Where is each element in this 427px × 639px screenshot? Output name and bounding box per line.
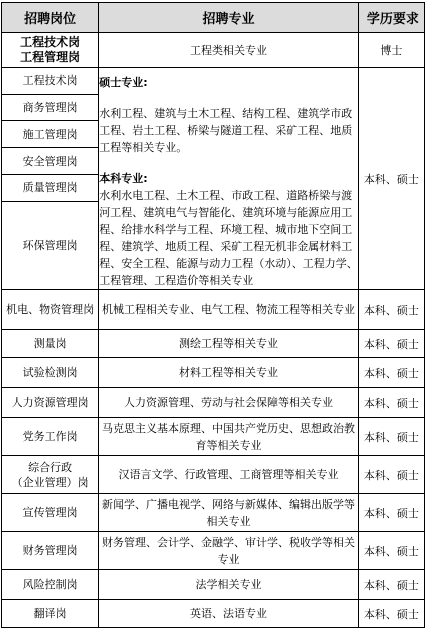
table-row	[2, 456, 425, 494]
degree-cell: 本科、硕士	[358, 600, 424, 628]
position-cell: 宣传管理岗	[2, 494, 99, 532]
degree-cell: 本科、硕士	[358, 418, 424, 456]
table-row	[2, 33, 425, 68]
table-row	[2, 68, 425, 95]
position-cell: 财务管理岗	[2, 532, 99, 570]
degree-cell: 本科、硕士	[358, 388, 424, 418]
table-row	[2, 532, 425, 570]
degree-cell: 本科、硕士	[358, 570, 424, 600]
position-cell: 党务工作岗	[2, 418, 99, 456]
table-row	[2, 418, 425, 456]
major-cell: 材料工程等相关专业	[99, 358, 359, 388]
major-cell: 测绘工程等相关专业	[99, 330, 359, 358]
major-cell: 汉语言文学、行政管理、工商管理等相关专业	[99, 456, 359, 494]
degree-cell: 本科、硕士	[358, 456, 424, 494]
major-cell: 工程类相关专业	[99, 33, 359, 68]
major-cell: 人力资源管理、劳动与社会保障等相关专业	[99, 388, 359, 418]
header-position: 招聘岗位	[2, 3, 99, 33]
major-cell: 新闻学、广播电视学、网络与新媒体、编辑出版学等相关专业	[99, 494, 359, 532]
degree-cell: 本科、硕士	[358, 494, 424, 532]
position-cell: 工程技术岗	[2, 68, 99, 95]
table-row	[2, 358, 425, 388]
master-majors-title: 硕士专业:	[99, 76, 148, 89]
position-cell: 商务管理岗	[2, 94, 99, 121]
table-row	[2, 330, 425, 358]
table-row	[2, 290, 425, 330]
header-degree: 学历要求	[358, 3, 424, 33]
bachelor-majors-text: 水利水电工程、土木工程、市政工程、道路桥梁与渡河工程、建筑电气与智能化、建筑环境与能源应用工程、给排水科学与工程、环境工程、城市地下空间工程、建筑学、地质工程、采矿工程无机非金属材料工程、安全工程、能源与动力工程（水动）、工程力学、工程管理、工程造价等相关专业	[99, 189, 358, 287]
recruitment-table	[1, 2, 425, 628]
degree-cell: 本科、硕士	[358, 358, 424, 388]
position-cell: 安全管理岗	[2, 148, 99, 175]
position-cell: 测量岗	[2, 330, 99, 358]
position-cell: 环保管理岗	[2, 201, 99, 289]
table-row	[2, 570, 425, 600]
master-majors-text: 水利工程、建筑与土木工程、结构工程、建筑学市政工程、岩土工程、桥梁与隧道工程、采矿工程、地质工程等相关专业。	[99, 107, 353, 154]
bachelor-majors-title: 本科专业:	[99, 172, 148, 185]
degree-cell: 本科、硕士	[358, 68, 424, 290]
position-cell: 人力资源管理岗	[2, 388, 99, 418]
position-cell: 工程技术岗 工程管理岗	[2, 33, 99, 68]
position-cell: 翻译岗	[2, 600, 99, 628]
major-cell: 财务管理、会计学、金融学、审计学、税收学等相关专业	[99, 532, 359, 570]
engineering-major-cell	[99, 68, 359, 290]
position-cell: 质量管理岗	[2, 174, 99, 201]
table-row	[2, 600, 425, 628]
degree-cell: 本科、硕士	[358, 330, 424, 358]
major-cell: 英语、法语专业	[99, 600, 359, 628]
position-cell: 机电、物资管理岗	[2, 290, 99, 330]
position-cell: 风险控制岗	[2, 570, 99, 600]
degree-cell: 本科、硕士	[358, 532, 424, 570]
header-row	[2, 3, 425, 33]
major-cell: 法学相关专业	[99, 570, 359, 600]
header-major: 招聘专业	[99, 3, 359, 33]
table-row	[2, 494, 425, 532]
position-cell: 试验检测岗	[2, 358, 99, 388]
table-row	[2, 388, 425, 418]
position-cell: 综合行政 （企业管理）岗	[2, 456, 99, 494]
degree-cell: 本科、硕士	[358, 290, 424, 330]
degree-cell: 博士	[358, 33, 424, 68]
major-cell: 马克思主义基本原理、中国共产党历史、思想政治教育等相关专业	[99, 418, 359, 456]
position-cell: 施工管理岗	[2, 121, 99, 148]
major-cell: 机械工程相关专业、电气工程、物流工程等相关专业	[99, 290, 359, 330]
